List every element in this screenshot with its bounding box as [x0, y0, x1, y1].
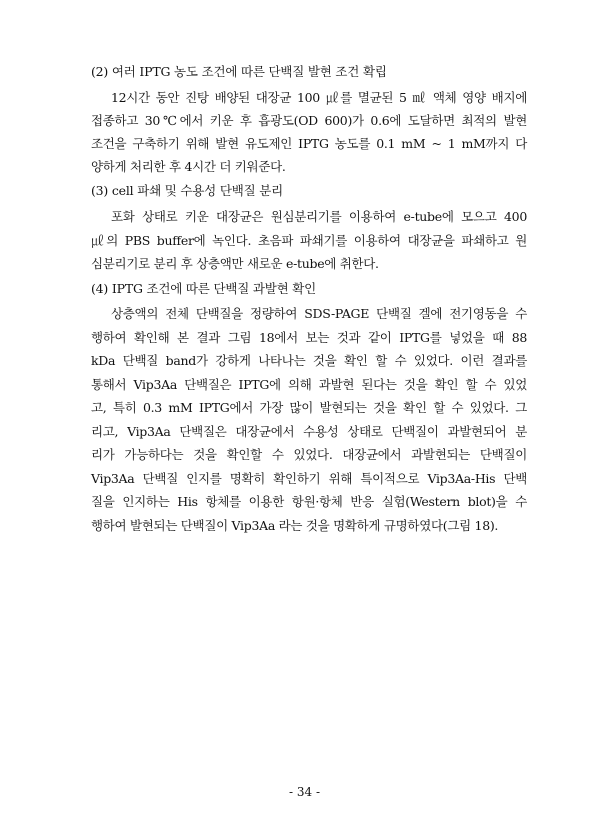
section-4-line-5: 고, 특히 0.3 mM IPTG에서 가장 많이 발현되는 것을 확인 할 수 있었다. 그	[91, 400, 527, 415]
section-4-line-2: 행하여 확인해 본 결과 그림 18에서 보는 것과 같이 IPTG를 넣었을 때 88	[91, 330, 527, 345]
section-heading-2: (2) 여러 IPTG 농도 조건에 따른 단백질 발현 조건 확립	[91, 64, 387, 79]
section-4-line-7: 리가 가능하다는 것을 확인할 수 있었다. 대장균에서 과발현되는 단백질이	[91, 447, 527, 462]
section-2-line-4: 양하게 처리한 후 4시간 더 키워준다.	[91, 159, 286, 174]
section-3-line-1: 포화 상태로 키운 대장균은 원심분리기를 이용하여 e-tube에 모으고 400	[111, 209, 527, 224]
section-4-line-9: 질을 인지하는 His 항체를 이용한 항원·항체 반응 실험(Western blot)을 수	[91, 494, 527, 509]
section-2-line-1: 12시간 동안 진탕 배양된 대장균 100 ㎕를 멸균된 5 ㎖ 액체 영양 배지에	[111, 90, 527, 105]
section-2-line-3: 조건을 구축하기 위해 발현 유도제인 IPTG 농도를 0.1 mM ~ 1 mM까지 다	[91, 136, 527, 151]
section-heading-4: (4) IPTG 조건에 따른 단백질 과발현 확인	[91, 281, 316, 296]
section-4-line-6: 리고, Vip3Aa 단백질은 대장균에서 수용성 상태로 단백질이 과발현되어 분	[91, 424, 527, 439]
section-3-line-2: ㎕의 PBS buffer에 녹인다. 초음파 파쇄기를 이용하여 대장균을 파쇄하고 원	[91, 233, 527, 248]
section-4-line-8: Vip3Aa 단백질 인지를 명확히 확인하기 위해 특이적으로 Vip3Aa-His 단백	[91, 471, 527, 486]
section-3-line-3: 심분리기로 분리 후 상층액만 새로운 e-tube에 취한다.	[91, 256, 379, 271]
section-4-line-4: 통해서 Vip3Aa 단백질은 IPTG에 의해 과발현 된다는 것을 확인 할 수 있었	[91, 377, 527, 392]
section-4-line-1: 상층액의 전체 단백질을 정량하여 SDS-PAGE 단백질 겔에 전기영동을 수	[111, 306, 527, 321]
section-heading-3: (3) cell 파쇄 및 수용성 단백질 분리	[91, 183, 283, 198]
section-4-line-10: 행하여 발현되는 단백질이 Vip3Aa 라는 것을 명확하게 규명하였다(그림 18).	[91, 518, 499, 533]
section-2-line-2: 접종하고 30℃에서 키운 후 흡광도(OD 600)가 0.6에 도달하면 최적의 발현	[91, 113, 527, 128]
section-4-line-3: kDa 단백질 band가 강하게 나타나는 것을 확인 할 수 있었다. 이런 결과를	[91, 353, 527, 368]
page-number: - 34 -	[288, 785, 320, 799]
